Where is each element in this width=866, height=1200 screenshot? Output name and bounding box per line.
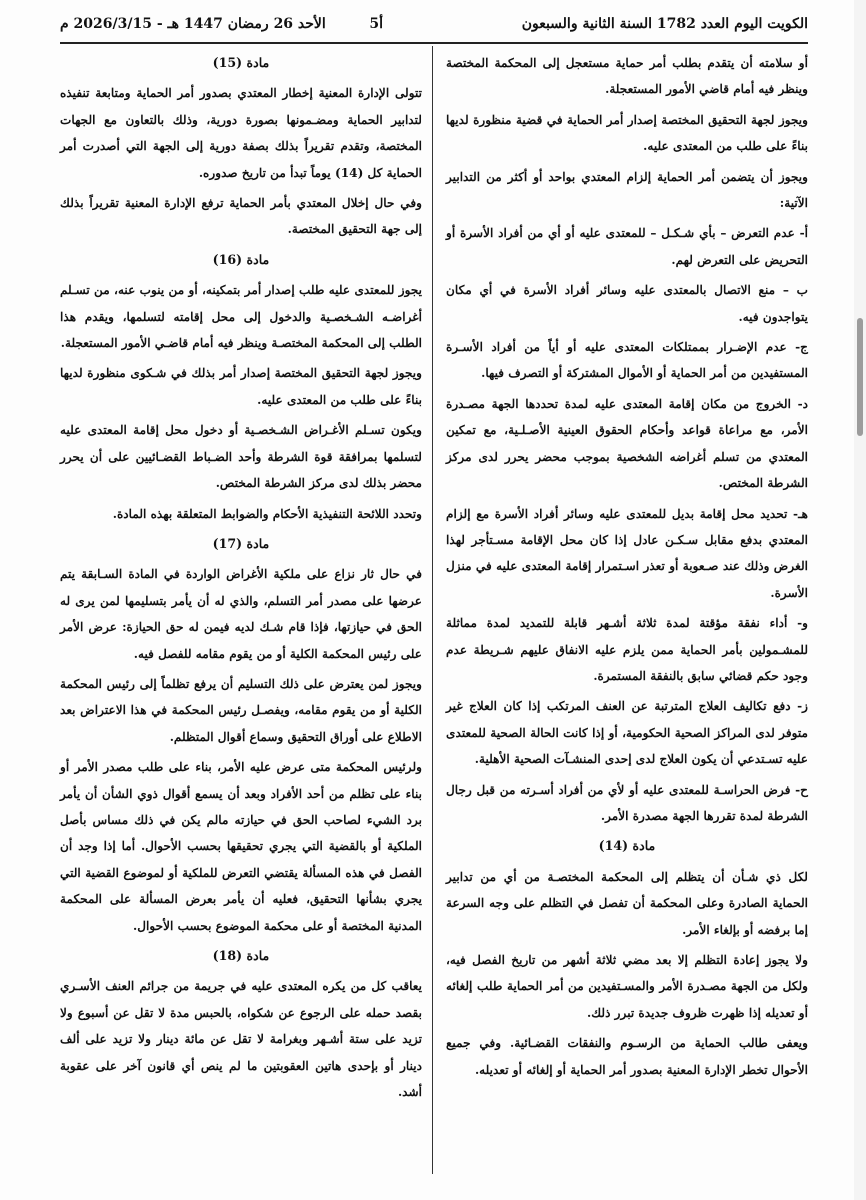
paragraph: يعاقب كل من يكره المعتدى عليه في جريمة من جرائم العنف الأسـري بقصد حمله على الرجوع عن شكواه، بالحبس مدة لا تقل عن أسبوع ولا تزيد على ستة أشـهر وبغرامة لا تقل عن مائة دينار ولا تزيد على ألف دينار أو بإحدى هاتين العقوبتين ما لم ينص أي قانون آخر على عقوبة أشد.: [60, 979, 422, 1100]
paragraph: لكل ذي شـأن أن يتظلم إلى المحكمة المختصـة من أي من تدابير الحماية الصادرة وعلى المحكمة أن تفصل في التظلم على وجه السرعة إما برفضه أو بإلغاء الأمر.: [446, 869, 808, 937]
measure-item: ز- دفع تكاليف العلاج المترتبة عن العنف المرتكب إذا كان العلاج غير متوفر لدى المراكز الصحية الحكومية، أو إذا كانت الحالة الصحية للمعتدى عليه تسـتدعي أن يكون العلاج لدى إحدى المنشـآت الصحية الأهلية.: [446, 699, 808, 767]
paragraph: تتولى الإدارة المعنية إخطار المعتدي بصدور أمر الحماية ومتابعة تنفيذه لتدابير الحماية ومضـمونها بصورة دورية، وذلك بالتعاون مع الجهات المختصة، وتقدم تقريراً بذلك بصفة دورية إلى الجهة التي أصدرت أمر الحماية كل (14) يوماً تبدأ من تاريخ صدوره.: [60, 86, 422, 180]
paragraph: وفي حال إخلال المعتدي بأمر الحماية ترفع الإدارة المعنية تقريراً بذلك إلى جهة التحقيق المختصة.: [60, 196, 422, 237]
measure-item: د- الخروج من مكان إقامة المعتدى عليه لمدة تحددها الجهة مصـدرة الأمر، مع مراعاة قواعد وأحكام الحقوق العينية الأصـلـية، مع تمكين المعتدي من تسلم أغراضه الشخصية بموجب محضر يحرر لدى مركز الشرطة المختص.: [446, 396, 808, 491]
paragraph: يجوز للمعتدى عليه طلب إصدار أمر بتمكينه، أو من ينوب عنه، من تسـلم أغراضـه الشـخصـية والدخول إلى محل إقامته لتسلمها، ويقدم هذا الطلب إلى المحكمة المختصـة وينظر فيه أمام قاضـي الأمور المستعجلة.: [60, 283, 422, 351]
paragraph: أو سلامته أن يتقدم بطلب أمر حماية مستعجل إلى المحكمة المختصة وينظر فيه أمام قاضي الأمور المستعجلة.: [446, 56, 808, 97]
paragraph: ويجوز أن يتضمن أمر الحماية إلزام المعتدي بواحد أو أكثر من التدابير الآتية:: [446, 169, 808, 211]
measure-item: ب – منع الاتصال بالمعتدى عليه وسائر أفراد الأسرة في أي مكان يتواجدون فيه.: [446, 283, 808, 324]
paragraph: ولا يجوز إعادة التظلم إلا بعد مضي ثلاثة أشهر من تاريخ الفصل فيه، ولكل من الجهة مصـدرة الأمر والمسـتفيدين من أمر الحماية طلب إلغائه أو تعديله إذا ظهرت ظروف جديدة تبرر ذلك.: [446, 953, 808, 1020]
measure-item: هـ- تحديد محل إقامة بديل للمعتدى عليه وسائر أفراد الأسرة مع إلزام المعتدي بدفع مقابل سـكـن عادل إذا كان محل الإقامة مسـتأجر لهذا الغرض وذلك عند صـعوبة أو تعذر اسـتمرار إقامة المعتدى عليه في منزل الأسرة.: [446, 506, 808, 600]
article-title: مادة (15): [212, 55, 270, 70]
vertical-scrollbar[interactable]: [854, 0, 866, 1200]
paragraph: ويجوز لجهة التحقيق المختصة إصدار أمر بذلك في شـكوى منظورة لديها بناءً على طلب من المعتدى عليه.: [60, 366, 422, 407]
right-column: [446, 50, 808, 1087]
paragraph: وتحدد اللائحة التنفيذية الأحكام والضوابط المتعلقة بهذه المادة.: [112, 506, 422, 521]
left-column: [60, 50, 422, 1109]
measure-item: ج- عدم الإضـرار بممتلكات المعتدى عليه أو أياً من أفراد الأسـرة المستفيدين من أمر الحماية أو الأموال المشتركة أو التصرف فيها.: [446, 340, 808, 381]
article-title: مادة (18): [212, 948, 270, 963]
paragraph: في حال ثار نزاع على ملكية الأغراض الواردة في المادة السـابقة يتم عرضها على مصدر أمر التسلم، والذي له أن يأمر بتسليمها لمن يرى له الحق في حيازتها، فإذا قام شـك لديه فيمن له حق الحيازة: عرض الأمر على رئيس المحكمة الكلية أو من يقوم مقامه للفصل فيه.: [60, 567, 422, 661]
measure-item: و- أداء نفقة مؤقتة لمدة ثلاثة أشـهر قابلة للتمديد لمدة مماثلة للمشـمولين بأمر الحماية ممن يلزم عليه الانفاق عليهم شـريطة عدم وجود حكم قضائي سابق بالنفقة المستمرة.: [446, 616, 808, 683]
paragraph: ولرئيس المحكمة متى عرض عليه الأمر، بناء على طلب مصدر الأمر أو بناء على تظلم من أحد الأفراد وبعد أن يسمع أقوال ذوي الشأن أن يأمر برد الشيء لصاحب الحق في حيازته مالم يكن في ذلك مساس بأصل الملكية أو بالقضية التي يجري تحقيقها بحسب الأحوال. أما إذا وجد أن الفصل في هذه المسألة يقتضي التعرض للملكية أو لموضوع القضية التي يجري بشأنها التحقيق، فعليه أن يأمر بعرض المسألة على المحكمة المدنية المختصة أو على محكمة الموضوع بحسب الأحوال.: [60, 760, 422, 933]
paragraph: ويجوز لمن يعترض على ذلك التسليم أن يرفع تظلماً إلى رئيس المحكمة الكلية أو من يقوم مقامه، ويفصـل رئيس المحكمة في هذا الاعتراض بعد الاطلاع على أوراق التحقيق وسماع أقوال المتظلم.: [60, 676, 422, 744]
scrollbar-thumb[interactable]: [857, 318, 863, 436]
column-divider: [432, 46, 433, 1174]
measure-item: ح- فرض الحراسـة للمعتدى عليه أو لأي من أفراد أسـرته من قبل رجال الشرطة لمدة تقررها الجهة مصدرة الأمر.: [446, 782, 808, 823]
article-title: مادة (17): [212, 535, 270, 551]
measure-item: أ- عدم التعرض – بأي شـكـل – للمعتدى عليه أو أي من أفراد الأسرة أو التحريض على التعرض لهم.: [446, 226, 808, 267]
article-title: مادة (16): [212, 251, 270, 267]
gazette-issue: الكويت اليوم العدد 1782 السنة الثانية والسبعون: [521, 16, 808, 32]
issue-date: الأحد 26 رمضان 1447 هـ - 2026/3/15 م: [60, 16, 326, 32]
paragraph: ويجوز لجهة التحقيق المختصة إصدار أمر الحماية في قضية منظورة لديها بناءً على طلب من المعتدى عليه.: [446, 112, 808, 154]
paragraph: ويكون تسـلم الأغـراض الشـخصـية أو دخول محل إقامة المعتدى عليه لتسلمها بمرافقة قوة الشرطة وأحد الضـباط القضـائيين على أن يحرر محضر بذلك لدى مركز الشرطة المختص.: [60, 423, 422, 491]
article-title: مادة (14): [598, 838, 656, 854]
page-header: [60, 10, 808, 40]
paragraph: ويعفى طالب الحماية من الرسـوم والنفقات القضـائية. وفي جميع الأحوال تخطر الإدارة المعنية بصدور أمر الحماية أو إلغائه أو تعديله.: [446, 1036, 808, 1077]
page-number: أ5: [369, 16, 383, 32]
header-rule: [60, 42, 808, 44]
